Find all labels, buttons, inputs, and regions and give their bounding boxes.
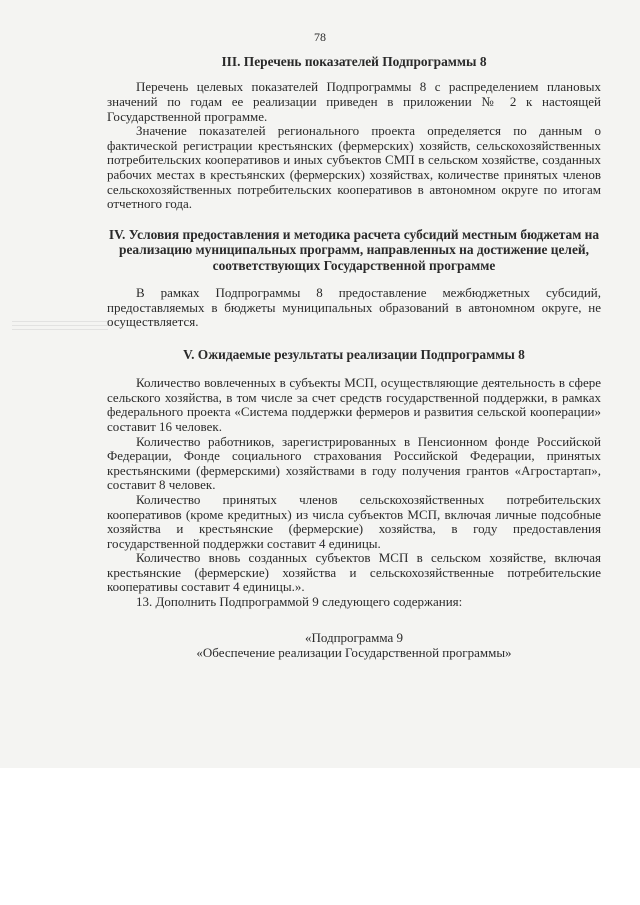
section-3-title: III. Перечень показателей Подпрограммы 8: [221, 54, 487, 69]
section-5-paragraph-1: Количество вовлеченных в субъекты МСП, осуществляющие деятельность в сфере сельского хозяйства, в том числе за счет средств государственной поддержки, в рамках федерального проекта «Система поддержки фермеров и развития сельской кооперации» составит 16 человек.: [107, 375, 601, 434]
section-5-paragraph-4: Количество вновь созданных субъектов МСП в сельском хозяйстве, включая крестьянские (фермерские) хозяйства и сельскохозяйственные потребительские кооперативы составит 4 единицы.».: [107, 550, 601, 595]
section-5-body: [107, 376, 601, 610]
subprogram-9-heading-block: [107, 630, 601, 660]
faint-stamp-mark: [12, 318, 108, 332]
section-5-paragraph-5: 13. Дополнить Подпрограммой 9 следующего содержания:: [136, 594, 463, 610]
subprogram-9-title: «Обеспечение реализации Государственной программы»: [196, 644, 512, 660]
subprogram-9-heading: «Подпрограмма 9: [304, 629, 404, 645]
section-3-paragraph-2: Значение показателей регионального проекта определяется по данным о фактической регистрации крестьянских (фермерских) хозяйств, сельскохозяйственных потребительских кооперативов и иных субъектов СМП в сельском хозяйстве, созданных рабочих местах в крестьянских (фермерских) хозяйствах, количестве принятых членов сельскохозяйственных потребительских кооперативов в автономном округе по итогам отчетного года.: [107, 123, 601, 212]
section-5-paragraph-2: Количество работников, зарегистрированных в Пенсионном фонде Российской Федерации, Фонде социального страхования Российской Федерации, принятых крестьянскими (фермерскими) хозяйствами в году получения грантов «Агростартап», составит 8 человек.: [107, 433, 601, 493]
section-4-paragraph-1: В рамках Подпрограммы 8 предоставление межбюджетных субсидий, предоставляемых в бюджеты муниципальных образований в автономном округе, не осуществляется.: [107, 284, 601, 330]
document-body: [107, 54, 601, 660]
section-4-body: [107, 286, 601, 330]
blank-margin: [0, 768, 640, 905]
section-5-title: V. Ожидаемые результаты реализации Подпрограммы 8: [183, 346, 525, 362]
page-number: 78: [314, 30, 326, 44]
section-3-body: [107, 80, 601, 211]
section-5-paragraph-3: Количество принятых членов сельскохозяйственных потребительских кооперативов (кроме кредитных) из числа субъектов МСП, включая личные подсобные хозяйства и крестьянские (фермерские) хозяйства, в году предоставления государственной поддержки составит 4 единицы.: [107, 491, 601, 551]
section-3-paragraph-1: Перечень целевых показателей Подпрограммы 8 с распределением плановых значений по годам ее реализации приведен в приложении № 2 к настоящей Государственной программе.: [107, 79, 601, 124]
section-4-title: IV. Условия предоставления и методика расчета субсидий местным бюджетам на реализацию муниципальных программ, направленных на достижение целей, соответствующих Государственной программе: [108, 226, 600, 273]
